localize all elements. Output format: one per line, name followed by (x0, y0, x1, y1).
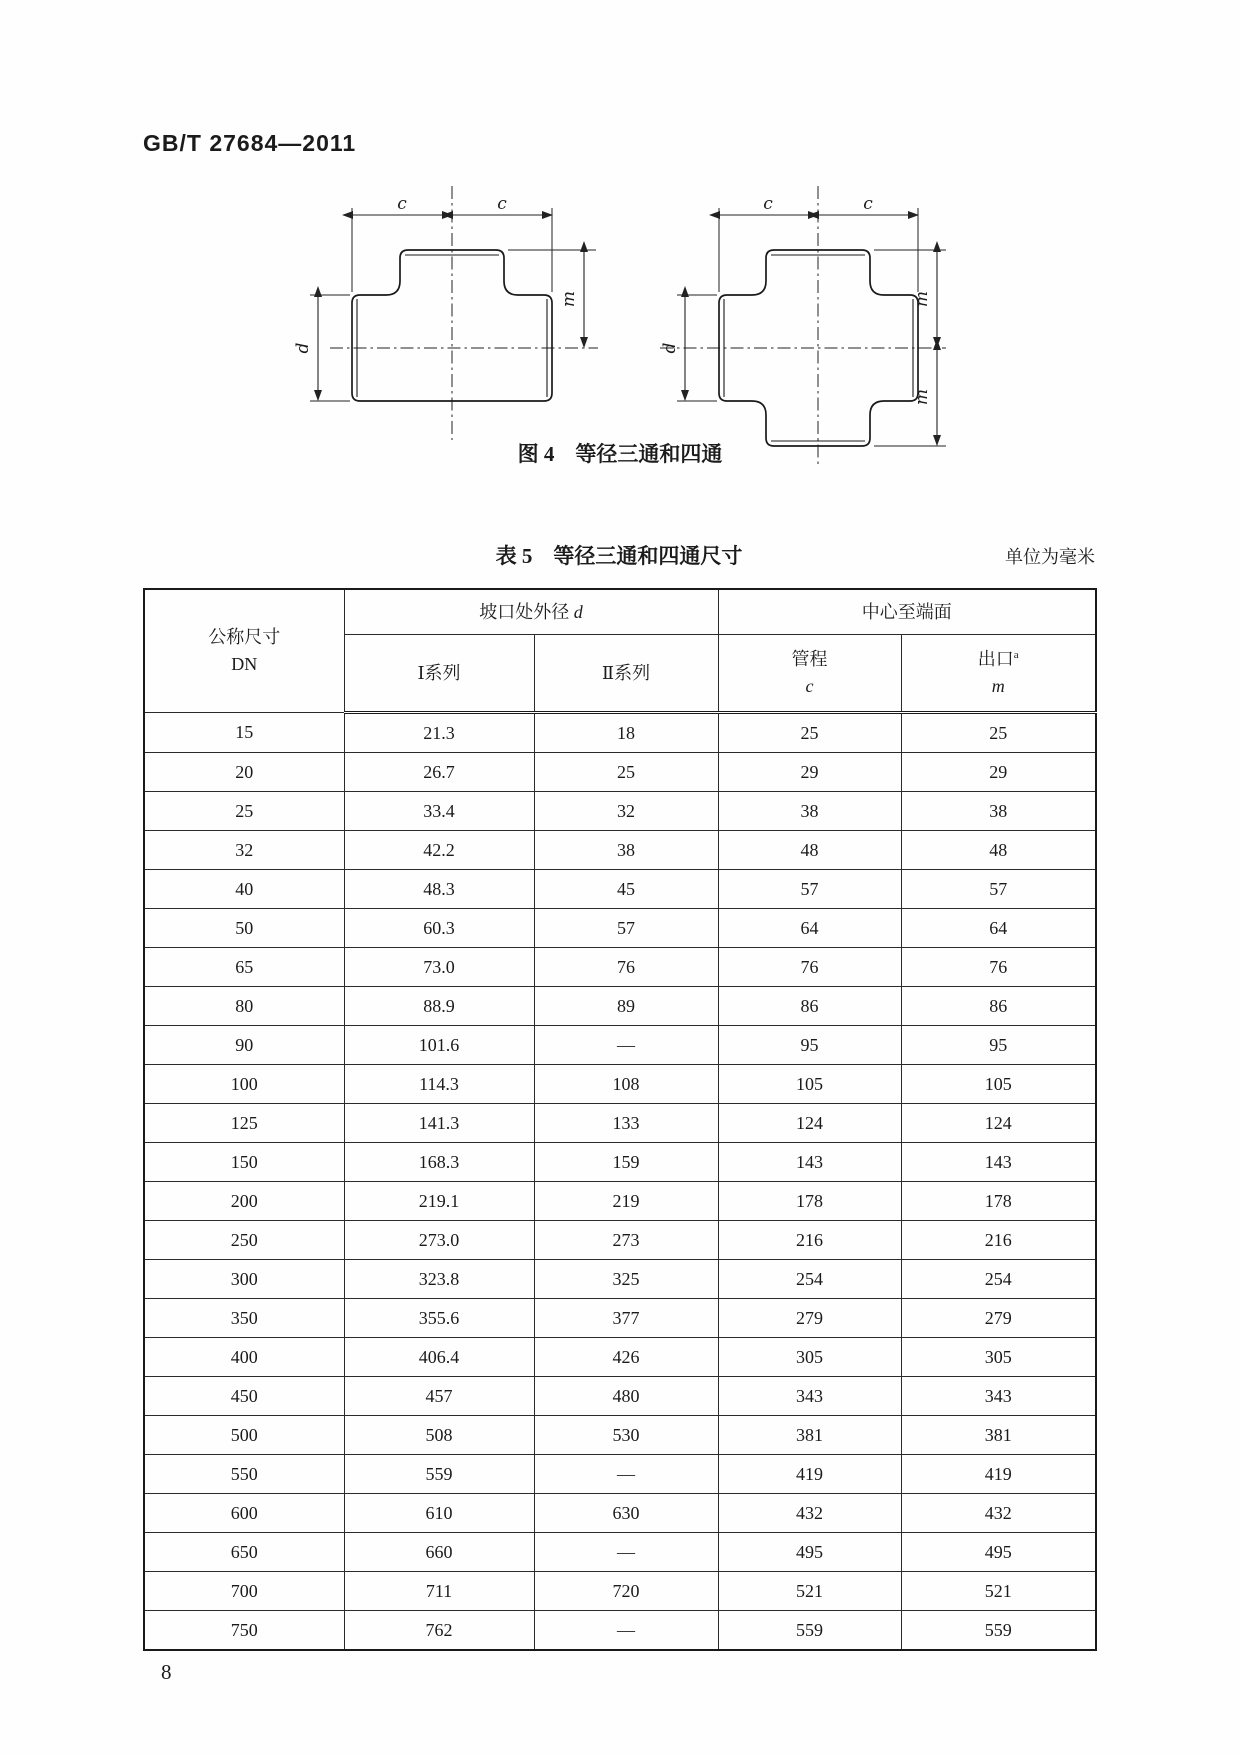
table-cell: 143 (901, 1143, 1096, 1182)
tee-and-cross-diagram (230, 178, 970, 474)
table-cell: 500 (144, 1416, 344, 1455)
table-cell: 40 (144, 870, 344, 909)
table-cell: 80 (144, 987, 344, 1026)
table-cell: 216 (901, 1221, 1096, 1260)
table-cell: 95 (718, 1026, 901, 1065)
table-cell: 86 (901, 987, 1096, 1026)
table-cell: 57 (718, 870, 901, 909)
table-row (144, 792, 1096, 831)
table-cell: 100 (144, 1065, 344, 1104)
table-cell: 406.4 (344, 1338, 534, 1377)
table-cell: 18 (534, 713, 718, 753)
table-cell: 76 (718, 948, 901, 987)
table-cell: 38 (718, 792, 901, 831)
table-cell: 279 (718, 1299, 901, 1338)
table-cell: 600 (144, 1494, 344, 1533)
table-cell: 559 (901, 1611, 1096, 1651)
header-outlet-footnote-mark: a (1013, 649, 1019, 661)
table-cell: — (534, 1611, 718, 1651)
document-number: GB/T 27684—2011 (143, 130, 357, 156)
table-row (144, 1143, 1096, 1182)
table-cell: 377 (534, 1299, 718, 1338)
header-series1: Ⅰ系列 (344, 635, 534, 713)
dim-label-m: m (912, 388, 932, 406)
table-cell: 559 (718, 1611, 901, 1651)
table-title: 表 5 等径三通和四通尺寸 (495, 544, 743, 568)
table-cell: 350 (144, 1299, 344, 1338)
table-cell: 20 (144, 753, 344, 792)
dim-label-d: d (660, 342, 680, 354)
table-cell: 42.2 (344, 831, 534, 870)
table-cell: 15 (144, 713, 344, 753)
table-row (144, 1455, 1096, 1494)
dimension-table (143, 588, 1097, 1651)
table-cell: 29 (901, 753, 1096, 792)
table-cell: 750 (144, 1611, 344, 1651)
table-cell: 630 (534, 1494, 718, 1533)
table-row (144, 1416, 1096, 1455)
table-cell: 89 (534, 987, 718, 1026)
table-cell: 178 (718, 1182, 901, 1221)
figure-caption: 图 4 等径三通和四通 (517, 442, 723, 466)
table-cell: 521 (901, 1572, 1096, 1611)
table-cell: 114.3 (344, 1065, 534, 1104)
table-cell: 720 (534, 1572, 718, 1611)
table-cell: 426 (534, 1338, 718, 1377)
table-cell: 124 (718, 1104, 901, 1143)
table-cell: 25 (901, 713, 1096, 753)
table-row (144, 1260, 1096, 1299)
table-cell: 143 (718, 1143, 901, 1182)
table-cell: 88.9 (344, 987, 534, 1026)
table-row (144, 1065, 1096, 1104)
table-cell: 178 (901, 1182, 1096, 1221)
table-row (144, 753, 1096, 792)
header-dn-label: 公称尺寸 (208, 627, 281, 647)
table-cell: 64 (901, 909, 1096, 948)
table-cell: 250 (144, 1221, 344, 1260)
table-cell: 219 (534, 1182, 718, 1221)
table-cell: 273 (534, 1221, 718, 1260)
table-cell: 355.6 (344, 1299, 534, 1338)
table-cell: 711 (344, 1572, 534, 1611)
dim-label-m: m (559, 290, 579, 308)
table-row (144, 1572, 1096, 1611)
table-row (144, 1221, 1096, 1260)
table-row (144, 1104, 1096, 1143)
table-title-row (143, 540, 1095, 570)
table-row (144, 1338, 1096, 1377)
table-row (144, 987, 1096, 1026)
table-cell: 381 (718, 1416, 901, 1455)
tee-diagram (293, 186, 598, 440)
header-run-label: 管程 (791, 649, 828, 669)
table-cell: 305 (718, 1338, 901, 1377)
table-cell: 108 (534, 1065, 718, 1104)
table-cell: 141.3 (344, 1104, 534, 1143)
table-cell: 219.1 (344, 1182, 534, 1221)
table-cell: 86 (718, 987, 901, 1026)
table-row (144, 1533, 1096, 1572)
page-number: 8 (161, 1660, 172, 1684)
dim-label-c: c (497, 194, 507, 214)
header-dn-code: DN (231, 654, 258, 674)
table-cell: 48.3 (344, 870, 534, 909)
table-cell: 125 (144, 1104, 344, 1143)
table-cell: 48 (718, 831, 901, 870)
table-cell: 457 (344, 1377, 534, 1416)
table-cell: 33.4 (344, 792, 534, 831)
table-cell: 508 (344, 1416, 534, 1455)
table-row (144, 1377, 1096, 1416)
table-cell: 343 (718, 1377, 901, 1416)
table-cell: 254 (718, 1260, 901, 1299)
table-cell: 76 (901, 948, 1096, 987)
cross-diagram (660, 186, 946, 466)
table-cell: 150 (144, 1143, 344, 1182)
table-cell: 90 (144, 1026, 344, 1065)
header-group-center: 中心至端面 (718, 589, 1096, 635)
table-row (144, 1299, 1096, 1338)
table-cell: 550 (144, 1455, 344, 1494)
table-row (144, 1611, 1096, 1651)
table-cell: 57 (901, 870, 1096, 909)
table-cell: 273.0 (344, 1221, 534, 1260)
table-cell: 57 (534, 909, 718, 948)
table-cell: 610 (344, 1494, 534, 1533)
table-cell: 101.6 (344, 1026, 534, 1065)
table-cell: 480 (534, 1377, 718, 1416)
table-cell: 38 (534, 831, 718, 870)
table-cell: 279 (901, 1299, 1096, 1338)
table-cell: 50 (144, 909, 344, 948)
table-row (144, 948, 1096, 987)
table-cell: 559 (344, 1455, 534, 1494)
table-cell: 38 (901, 792, 1096, 831)
table-cell: — (534, 1455, 718, 1494)
table-cell: 105 (901, 1065, 1096, 1104)
table-cell: 105 (718, 1065, 901, 1104)
table-row (144, 1182, 1096, 1221)
table-cell: 323.8 (344, 1260, 534, 1299)
header-dn (144, 589, 344, 713)
dim-label-m: m (912, 290, 932, 308)
table-cell: 26.7 (344, 753, 534, 792)
table-cell: 305 (901, 1338, 1096, 1377)
table-row (144, 1026, 1096, 1065)
table-cell: 343 (901, 1377, 1096, 1416)
table-cell: 95 (901, 1026, 1096, 1065)
table-cell: 25 (718, 713, 901, 753)
table-cell: 25 (534, 753, 718, 792)
dim-label-c: c (397, 194, 407, 214)
table-cell: 32 (534, 792, 718, 831)
unit-note: 单位为毫米 (1005, 547, 1095, 567)
table-cell: 133 (534, 1104, 718, 1143)
table-cell: 216 (718, 1221, 901, 1260)
header-run-symbol: c (805, 676, 814, 696)
table-cell: 159 (534, 1143, 718, 1182)
table-cell: — (534, 1533, 718, 1572)
table-cell: 200 (144, 1182, 344, 1221)
header-run (718, 635, 901, 713)
header-series2: Ⅱ系列 (534, 635, 718, 713)
table-cell: 45 (534, 870, 718, 909)
table-cell: 65 (144, 948, 344, 987)
dim-label-c: c (863, 194, 873, 214)
figure-drawing (230, 178, 970, 474)
header-group-od-label: 坡口处外径 (479, 601, 570, 622)
table-cell: 21.3 (344, 713, 534, 753)
table-cell: 530 (534, 1416, 718, 1455)
dim-label-d: d (293, 342, 313, 354)
table-cell: 419 (901, 1455, 1096, 1494)
table-cell: 29 (718, 753, 901, 792)
table-cell: 300 (144, 1260, 344, 1299)
table-cell: — (534, 1026, 718, 1065)
table-cell: 381 (901, 1416, 1096, 1455)
table-cell: 73.0 (344, 948, 534, 987)
table-cell: 495 (901, 1533, 1096, 1572)
header-outlet-label: 出口 (977, 649, 1014, 669)
table-cell: 325 (534, 1260, 718, 1299)
header-group-od-symbol: d (573, 601, 583, 622)
dimension-table-body (144, 713, 1096, 1651)
table-row (144, 870, 1096, 909)
table-row (144, 909, 1096, 948)
table-row (144, 831, 1096, 870)
table-cell: 32 (144, 831, 344, 870)
table-cell: 25 (144, 792, 344, 831)
table-row (144, 713, 1096, 753)
table-cell: 400 (144, 1338, 344, 1377)
table-cell: 48 (901, 831, 1096, 870)
table-cell: 700 (144, 1572, 344, 1611)
table-cell: 450 (144, 1377, 344, 1416)
dim-label-c: c (763, 194, 773, 214)
table-cell: 254 (901, 1260, 1096, 1299)
header-outlet-symbol: m (991, 676, 1005, 696)
table-cell: 762 (344, 1611, 534, 1651)
header-group-od (344, 589, 718, 635)
table-row (144, 1494, 1096, 1533)
header-outlet (901, 635, 1096, 713)
table-cell: 419 (718, 1455, 901, 1494)
table-cell: 168.3 (344, 1143, 534, 1182)
table-cell: 64 (718, 909, 901, 948)
table-cell: 432 (901, 1494, 1096, 1533)
table-cell: 521 (718, 1572, 901, 1611)
table-cell: 432 (718, 1494, 901, 1533)
table-cell: 495 (718, 1533, 901, 1572)
table-cell: 660 (344, 1533, 534, 1572)
table-cell: 60.3 (344, 909, 534, 948)
table-cell: 76 (534, 948, 718, 987)
table-cell: 650 (144, 1533, 344, 1572)
table-cell: 124 (901, 1104, 1096, 1143)
